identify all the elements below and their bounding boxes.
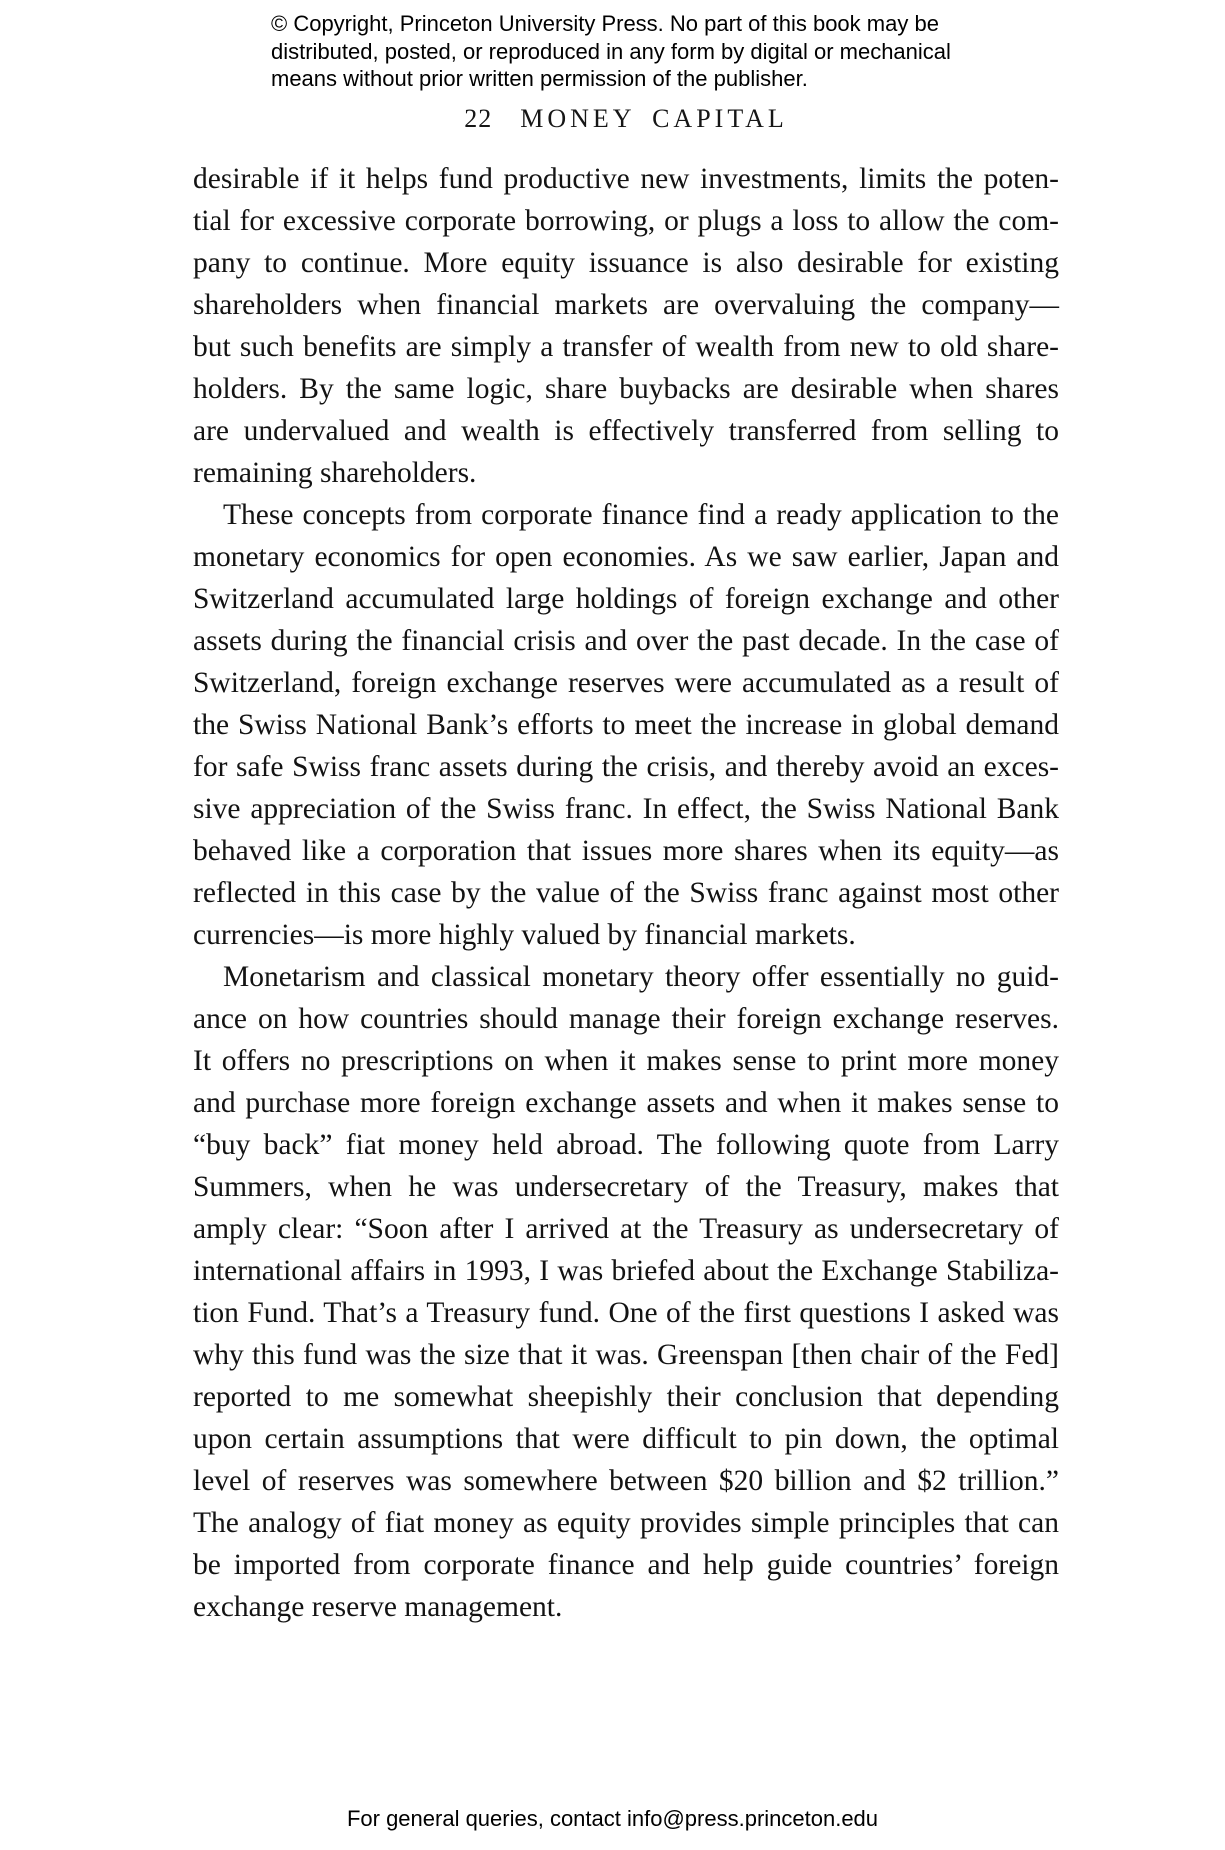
text-line: The analogy of fiat money as equity provides simple principles that can: [193, 1507, 1059, 1539]
page-title: MONEY CAPITAL: [520, 104, 788, 133]
text-line: These concepts from corporate finance find a ready application to the: [223, 499, 1059, 531]
text-line: tial for excessive corporate borrowing, or plugs a loss to allow the com-: [193, 205, 1059, 237]
page-header: [193, 104, 1059, 134]
text-line: tion Fund. That’s a Treasury fund. One of the first questions I asked was: [193, 1297, 1059, 1329]
text-line: “buy back” fiat money held abroad. The following quote from Larry: [193, 1129, 1059, 1161]
page-number: 22: [464, 104, 493, 133]
body-text: [193, 158, 1059, 1628]
text-line: reported to me somewhat sheepishly their conclusion that depending: [193, 1381, 1059, 1413]
text-line: currencies—is more highly valued by financial markets.: [193, 919, 856, 951]
text-line: be imported from corporate finance and help guide countries’ foreign: [193, 1549, 1059, 1581]
text-line: Summers, when he was undersecretary of the Treasury, makes that: [193, 1171, 1059, 1203]
text-line: why this fund was the size that it was. Greenspan [then chair of the Fed]: [193, 1339, 1059, 1371]
text-line: but such benefits are simply a transfer of wealth from new to old share-: [193, 331, 1059, 363]
text-line: Monetarism and classical monetary theory offer essentially no guid-: [223, 961, 1059, 993]
text-line: behaved like a corporation that issues more shares when its equity—as: [193, 835, 1059, 867]
text-line: upon certain assumptions that were difficult to pin down, the optimal: [193, 1423, 1059, 1455]
text-line: are undervalued and wealth is effectively transferred from selling to: [193, 415, 1059, 447]
text-line: monetary economics for open economies. As we saw earlier, Japan and: [193, 541, 1059, 573]
text-line: level of reserves was somewhere between $20 billion and $2 trillion.”: [193, 1465, 1059, 1497]
text-line: holders. By the same logic, share buybacks are desirable when shares: [193, 373, 1059, 405]
text-line: ance on how countries should manage their foreign exchange reserves.: [193, 1003, 1059, 1035]
copyright-line: distributed, posted, or reproduced in any form by digital or mechanical: [271, 38, 951, 64]
paragraph: [193, 494, 1059, 956]
text-line: and purchase more foreign exchange assets and when it makes sense to: [193, 1087, 1059, 1119]
copyright-notice: [271, 10, 971, 93]
text-line: desirable if it helps fund productive new investments, limits the poten-: [193, 163, 1059, 195]
text-line: international affairs in 1993, I was briefed about the Exchange Stabiliza-: [193, 1255, 1059, 1287]
text-line: shareholders when financial markets are overvaluing the company—: [193, 289, 1059, 321]
text-line: assets during the financial crisis and over the past decade. In the case of: [193, 625, 1059, 657]
text-line: pany to continue. More equity issuance is also desirable for existing: [193, 247, 1059, 279]
text-line: amply clear: “Soon after I arrived at the Treasury as undersecretary of: [193, 1213, 1059, 1245]
text-line: remaining shareholders.: [193, 457, 477, 489]
copyright-line: © Copyright, Princeton University Press. No part of this book may be: [271, 11, 939, 36]
text-line: Switzerland accumulated large holdings of foreign exchange and other: [193, 583, 1059, 615]
text-line: the Swiss National Bank’s efforts to meet the increase in global demand: [193, 709, 1059, 741]
text-line: exchange reserve management.: [193, 1591, 563, 1623]
text-line: Switzerland, foreign exchange reserves were accumulated as a result of: [193, 667, 1059, 699]
copyright-line: means without prior written permission of the publisher.: [271, 66, 808, 91]
paragraph: [193, 956, 1059, 1628]
text-line: reflected in this case by the value of the Swiss franc against most other: [193, 877, 1059, 909]
text-line: It offers no prescriptions on when it makes sense to print more money: [193, 1045, 1059, 1077]
text-line: for safe Swiss franc assets during the crisis, and thereby avoid an exces-: [193, 751, 1059, 783]
footer-query-line: For general queries, contact info@press.princeton.edu: [346, 1806, 879, 1831]
paragraph: [193, 158, 1059, 494]
text-line: sive appreciation of the Swiss franc. In effect, the Swiss National Bank: [193, 793, 1059, 825]
